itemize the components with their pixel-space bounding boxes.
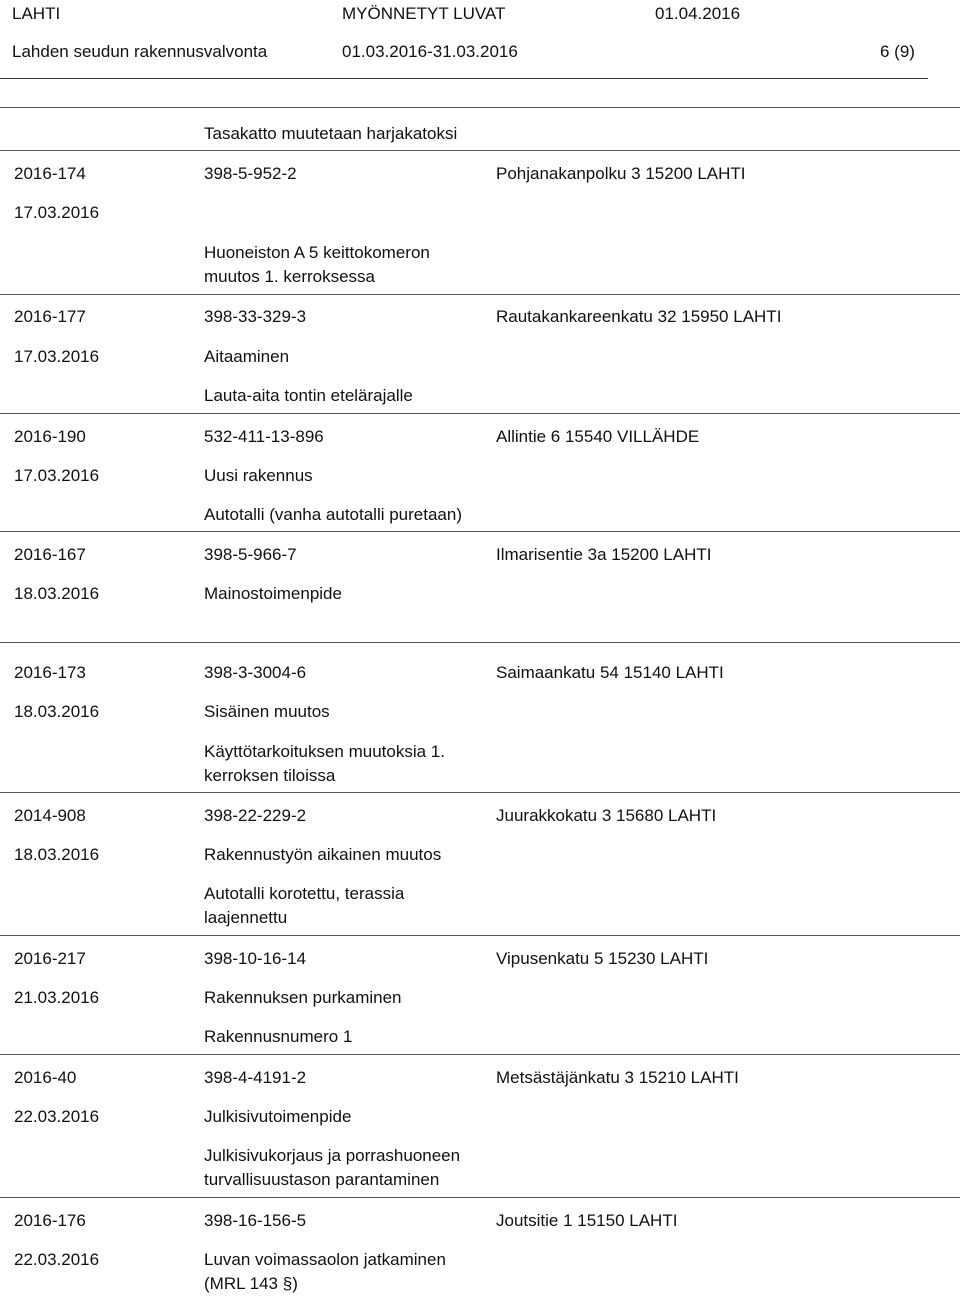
permit-description-cont: turvallisuustason parantaminen (204, 1170, 440, 1189)
table-divider (0, 531, 960, 532)
permit-number: 2016-173 (14, 663, 86, 682)
property-id: 398-33-329-3 (204, 307, 307, 326)
permit-number: 2016-176 (14, 1211, 86, 1230)
table-divider (0, 107, 960, 108)
permit-address: Vipusenkatu 5 15230 LAHTI (496, 949, 709, 968)
header-date: 01.04.2016 (655, 4, 741, 23)
permit-description: Julkisivukorjaus ja porrashuoneen (204, 1146, 461, 1165)
permit-number: 2016-40 (14, 1068, 77, 1087)
decision-date: 17.03.2016 (14, 347, 100, 366)
permit-address: Joutsitie 1 15150 LAHTI (496, 1211, 678, 1230)
table-divider (0, 413, 960, 414)
permit-description: Rakennusnumero 1 (204, 1027, 353, 1046)
permit-description: Autotalli korotettu, terassia (204, 884, 405, 903)
permit-address: Saimaankatu 54 15140 LAHTI (496, 663, 724, 682)
permit-measure: Rakennustyön aikainen muutos (204, 845, 442, 864)
header-divider (0, 78, 928, 79)
table-divider (0, 294, 960, 295)
property-id: 398-22-229-2 (204, 806, 307, 825)
permit-number: 2016-167 (14, 545, 86, 564)
decision-date: 18.03.2016 (14, 845, 100, 864)
permit-number: 2014-908 (14, 806, 86, 825)
decision-date: 18.03.2016 (14, 702, 100, 721)
header-period: 01.03.2016-31.03.2016 (342, 42, 518, 61)
permit-description: Autotalli (vanha autotalli puretaan) (204, 505, 462, 524)
permit-description: Käyttötarkoituksen muutoksia 1. (204, 742, 445, 761)
permit-address: Rautakankareenkatu 32 15950 LAHTI (496, 307, 782, 326)
decision-date: 21.03.2016 (14, 988, 100, 1007)
permit-description: Huoneiston A 5 keittokomeron (204, 243, 430, 262)
permit-measure: Julkisivutoimenpide (204, 1107, 352, 1126)
permit-measure: Luvan voimassaolon jatkaminen (204, 1250, 446, 1269)
property-id: 398-4-4191-2 (204, 1068, 307, 1087)
permit-description-cont: kerroksen tiloissa (204, 766, 336, 785)
property-id: 532-411-13-896 (204, 427, 324, 446)
table-divider (0, 935, 960, 936)
property-id: 398-10-16-14 (204, 949, 307, 968)
header-page-number: 6 (9) (880, 42, 915, 61)
property-id: 398-3-3004-6 (204, 663, 307, 682)
permit-description-cont: laajennettu (204, 908, 288, 927)
property-id: 398-5-966-7 (204, 545, 297, 564)
permit-address: Pohjanakanpolku 3 15200 LAHTI (496, 164, 746, 183)
table-divider (0, 792, 960, 793)
permit-description: Lauta-aita tontin etelärajalle (204, 386, 413, 405)
table-divider (0, 642, 960, 643)
permit-address: Juurakkokatu 3 15680 LAHTI (496, 806, 717, 825)
table-divider (0, 1197, 960, 1198)
permit-measure: Aitaaminen (204, 347, 290, 366)
permit-description: (MRL 143 §) (204, 1274, 298, 1293)
permit-measure: Rakennuksen purkaminen (204, 988, 402, 1007)
permit-address: Ilmarisentie 3a 15200 LAHTI (496, 545, 712, 564)
decision-date: 22.03.2016 (14, 1107, 100, 1126)
table-divider (0, 1054, 960, 1055)
decision-date: 17.03.2016 (14, 203, 100, 222)
header-city: LAHTI (12, 4, 61, 23)
permit-address: Metsästäjänkatu 3 15210 LAHTI (496, 1068, 739, 1087)
permit-number: 2016-174 (14, 164, 86, 183)
permit-number: 2016-177 (14, 307, 86, 326)
permit-description-cont: muutos 1. kerroksessa (204, 267, 376, 286)
header-organization: Lahden seudun rakennusvalvonta (12, 42, 268, 61)
header-doc-title: MYÖNNETYT LUVAT (342, 4, 506, 23)
property-id: 398-5-952-2 (204, 164, 297, 183)
permit-number: 2016-190 (14, 427, 86, 446)
table-divider (0, 150, 960, 151)
permit-measure: Uusi rakennus (204, 466, 313, 485)
decision-date: 22.03.2016 (14, 1250, 100, 1269)
carryover-description: Tasakatto muutetaan harjakatoksi (204, 124, 458, 143)
permit-measure: Mainostoimenpide (204, 584, 342, 603)
decision-date: 18.03.2016 (14, 584, 100, 603)
permit-measure: Sisäinen muutos (204, 702, 330, 721)
permit-address: Allintie 6 15540 VILLÄHDE (496, 427, 700, 446)
decision-date: 17.03.2016 (14, 466, 100, 485)
permit-number: 2016-217 (14, 949, 86, 968)
property-id: 398-16-156-5 (204, 1211, 307, 1230)
